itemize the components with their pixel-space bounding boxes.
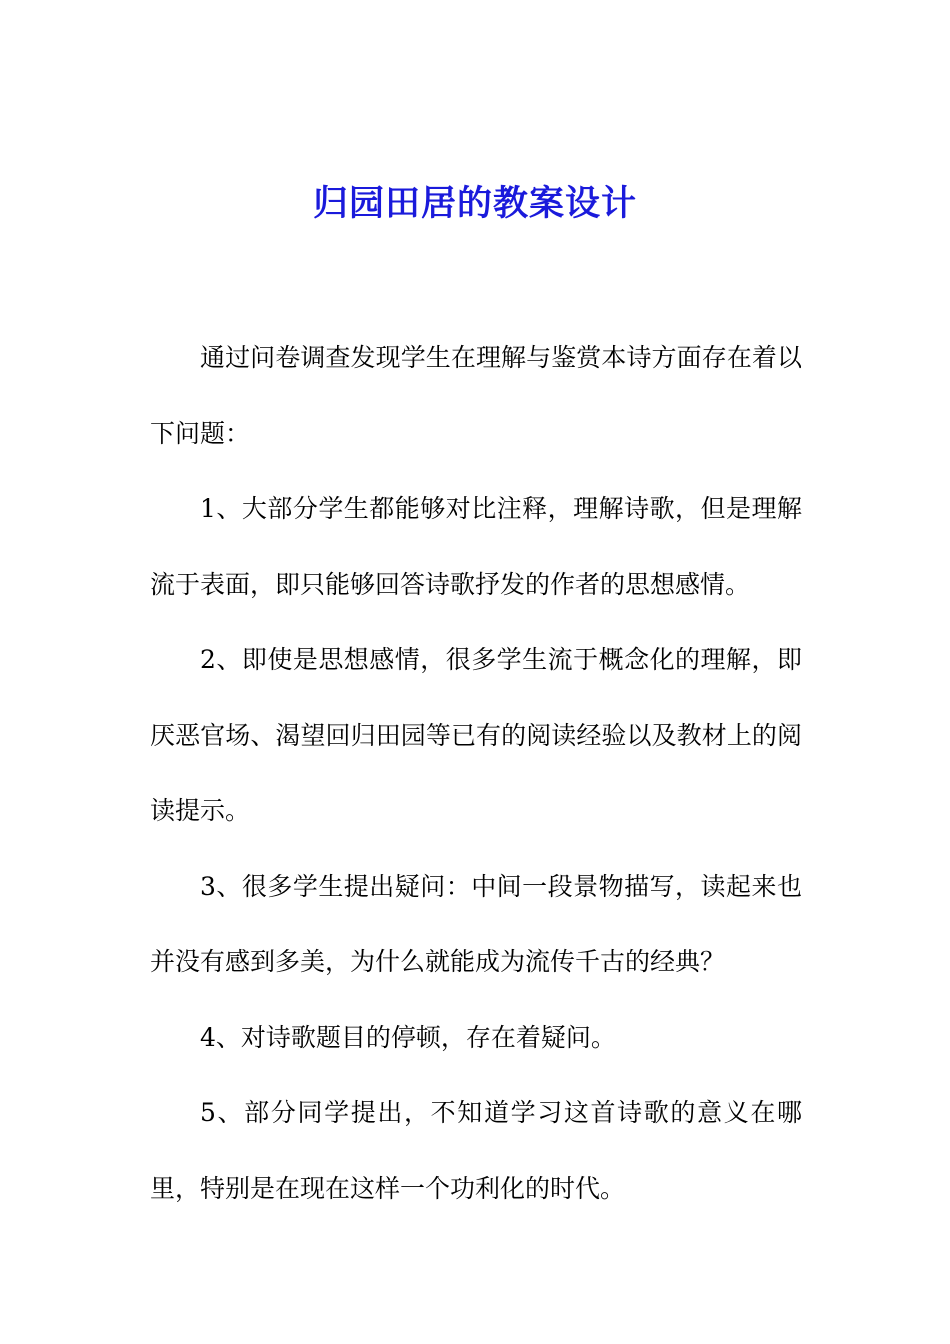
document-title: 归园田居的教案设计 [312, 184, 637, 224]
document-body [150, 320, 802, 1226]
paragraph-item-2: 2、即使是思想感情，很多学生流于概念化的理解，即厌恶官场、渴望回归田园等已有的阅读经验以及教材上的阅读提示。 [150, 645, 802, 825]
paragraph-item-4: 4、对诗歌题目的停顿，存在着疑问。 [200, 1022, 616, 1052]
paragraph-item-1: 1、大部分学生都能够对比注释，理解诗歌，但是理解流于表面，即只能够回答诗歌抒发的作者的思想感情。 [150, 494, 802, 599]
paragraph-item-5: 5、部分同学提出，不知道学习这首诗歌的意义在哪里，特别是在现在这样一个功利化的时代。 [150, 1098, 802, 1203]
paragraph-item-3: 3、很多学生提出疑问：中间一段景物描写，读起来也并没有感到多美，为什么就能成为流传千古的经典？ [150, 871, 802, 976]
paragraph-intro: 通过问卷调查发现学生在理解与鉴赏本诗方面存在着以下问题： [150, 343, 802, 448]
